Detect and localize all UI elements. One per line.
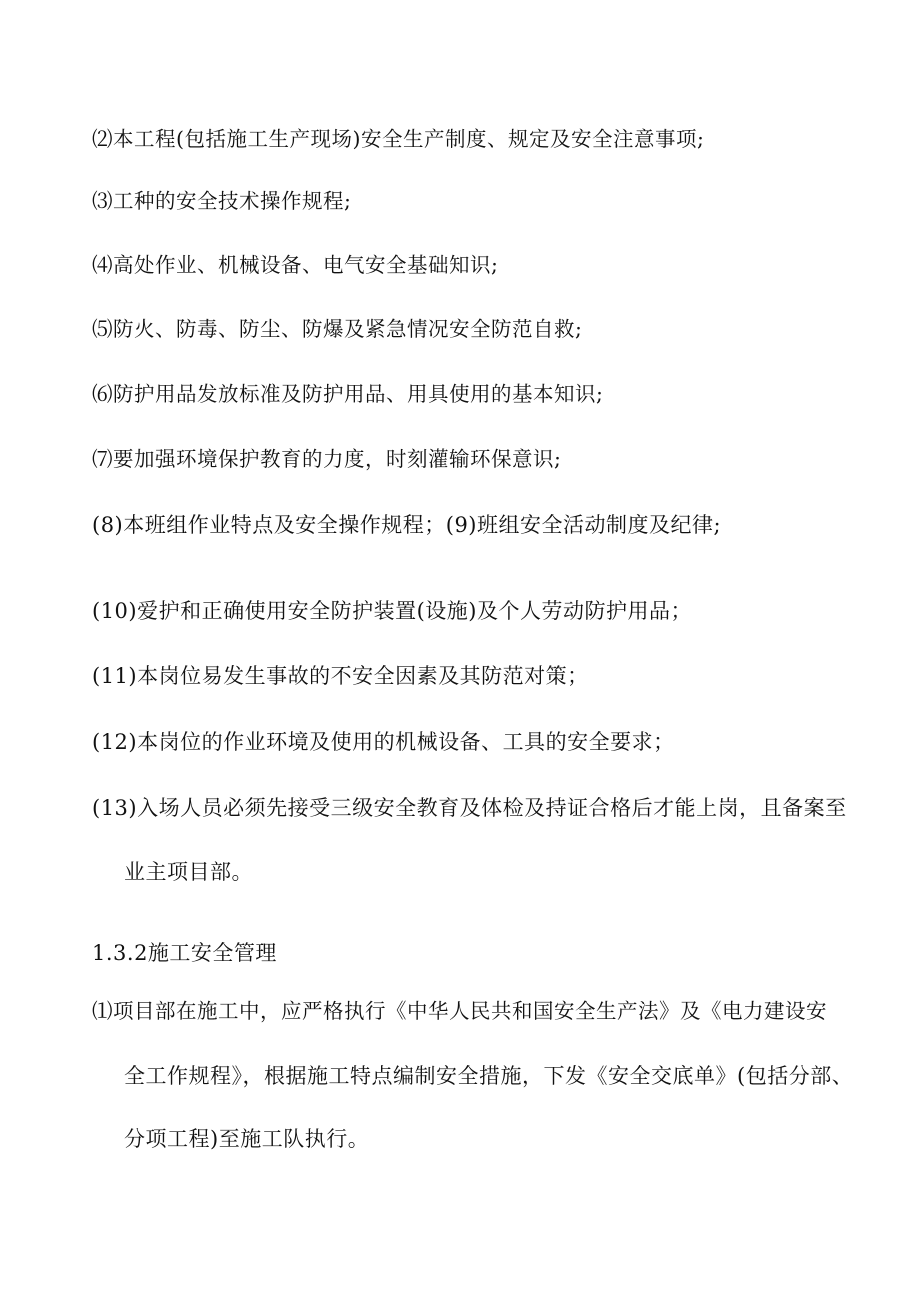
section-heading: 1.3.2施工安全管理 <box>92 941 277 965</box>
paragraph-line: 全工作规程》，根据施工特点编制安全措施，下发《安全交底单》(包括分部、 <box>124 1064 854 1088</box>
paragraph-line: ⑴项目部在施工中，应严格执行《中华人民共和国安全生产法》及《电力建设安 <box>92 999 827 1023</box>
list-item: ⑵本工程(包括施工生产现场)安全生产制度、规定及安全注意事项; <box>92 127 705 151</box>
list-item: ⑷高处作业、机械设备、电气安全基础知识; <box>92 253 499 277</box>
list-item: ⑹防护用品发放标准及防护用品、用具使用的基本知识; <box>92 382 604 406</box>
list-item: ⑸防火、防毒、防尘、防爆及紧急情况安全防范自救; <box>92 317 583 341</box>
paragraph-line: 分项工程)至施工队执行。 <box>124 1127 370 1151</box>
list-item: ⑺要加强环境保护教育的力度，时刻灌输环保意识; <box>92 447 562 471</box>
list-item: (13)入场人员必须先接受三级安全教育及体检及持证合格后才能上岗，且备案至 <box>92 796 847 820</box>
list-item: ⑶工种的安全技术操作规程; <box>92 189 352 213</box>
list-item: (10)爱护和正确使用安全防护装置(设施)及个人劳动防护用品； <box>92 599 692 623</box>
list-item: (11)本岗位易发生事故的不安全因素及其防范对策； <box>92 664 589 688</box>
list-item: (8)本班组作业特点及安全操作规程；(9)班组安全活动制度及纪律; <box>92 513 722 537</box>
list-item: (12)本岗位的作业环境及使用的机械设备、工具的安全要求； <box>92 730 675 754</box>
list-item-continuation: 业主项目部。 <box>124 860 253 884</box>
